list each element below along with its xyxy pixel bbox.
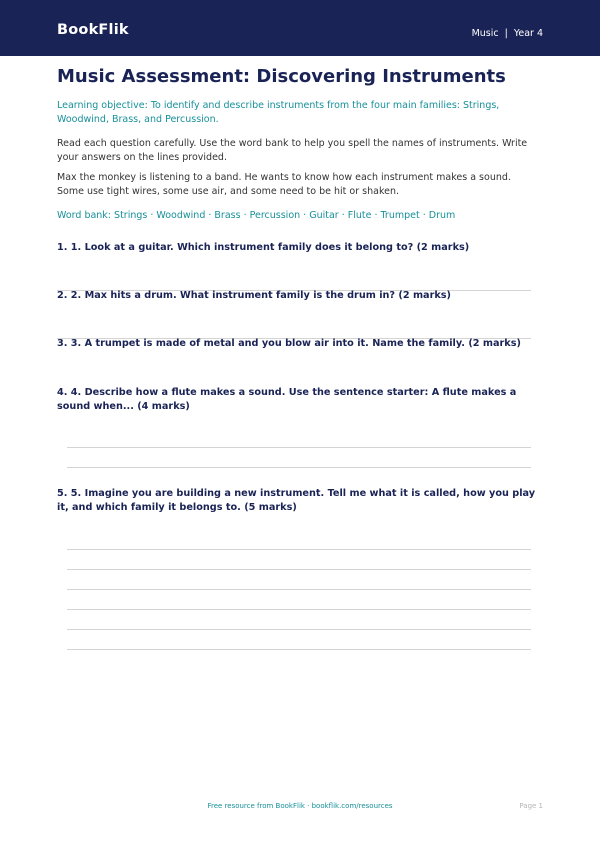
- page-number: Page 1: [519, 802, 543, 810]
- answer-line[interactable]: [67, 467, 531, 468]
- answer-line[interactable]: [67, 609, 531, 610]
- footer-text[interactable]: Free resource from BookFlik · bookflik.com/resources: [207, 802, 393, 810]
- subject-label: Music: [471, 28, 499, 39]
- answer-line[interactable]: [67, 589, 531, 590]
- answer-line[interactable]: [67, 447, 531, 448]
- question-5: 5. 5. Imagine you are building a new instrument. Tell me what it is called, how you play it, and which family it belongs to. (5 marks): [57, 488, 536, 513]
- answer-line[interactable]: [67, 649, 531, 650]
- word-bank: Word bank: Strings · Woodwind · Brass · Percussion · Guitar · Flute · Trumpet · Drum: [57, 210, 456, 221]
- page-title: Music Assessment: Discovering Instruments: [57, 66, 506, 87]
- question-4: 4. 4. Describe how a flute makes a sound. Use the sentence starter: A flute makes a sound when... (4 marks): [57, 387, 517, 412]
- header-bar: [0, 0, 600, 56]
- year-label: Year 4: [513, 28, 543, 39]
- instructions: Read each question carefully. Use the word bank to help you spell the names of instruments. Write your answers on the lines provided.: [57, 138, 528, 163]
- brand-logo[interactable]: BookFlik: [57, 22, 129, 38]
- story-paragraph: Max the monkey is listening to a band. He wants to know how each instrument makes a sound. Some use tight wires, some use air, and some need to be hit or shaken.: [57, 172, 511, 197]
- question-1: 1. 1. Look at a guitar. Which instrument family does it belong to? (2 marks): [57, 242, 470, 253]
- question-2: 2. 2. Max hits a drum. What instrument family is the drum in? (2 marks): [57, 290, 451, 301]
- learning-objective: Learning objective: To identify and describe instruments from the four main families: Strings, Woodwind, Brass, and Percussion.: [57, 100, 500, 125]
- answer-line[interactable]: [67, 569, 531, 570]
- question-3: 3. 3. A trumpet is made of metal and you blow air into it. Name the family. (2 marks): [57, 338, 521, 349]
- answer-line[interactable]: [67, 549, 531, 550]
- answer-line[interactable]: [67, 629, 531, 630]
- subject-year-label: [472, 28, 543, 39]
- separator: |: [504, 28, 508, 39]
